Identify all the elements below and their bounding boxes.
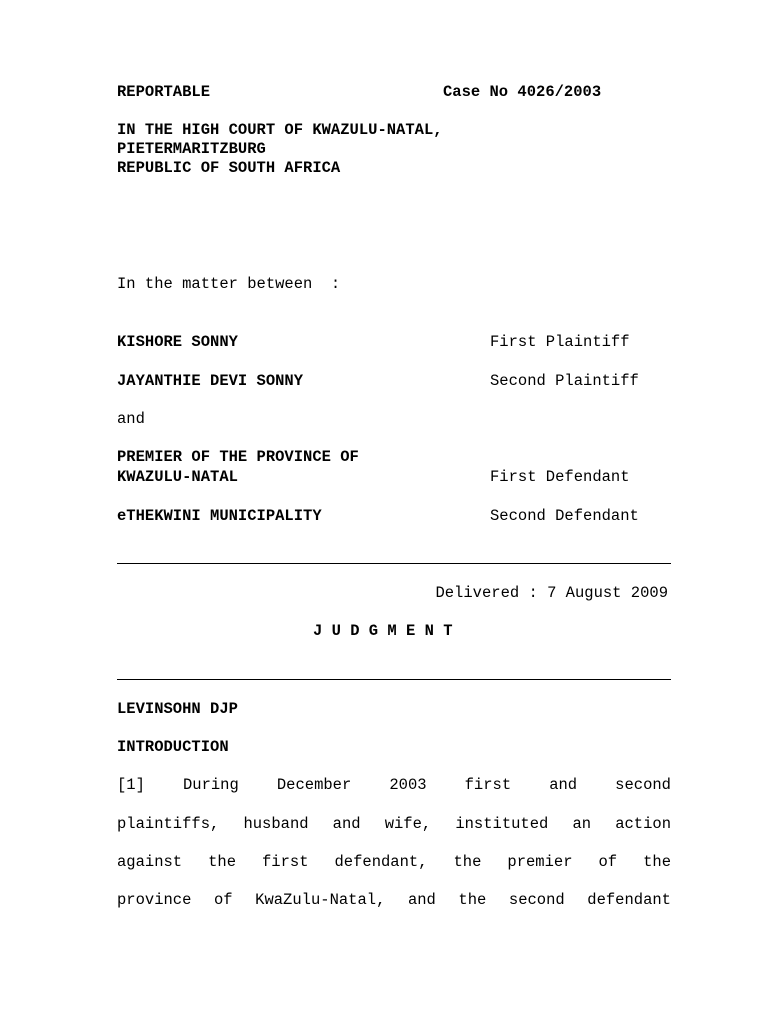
section-heading: INTRODUCTION: [117, 738, 229, 756]
body-line: plaintiffs, husband and wife, instituted an action: [117, 815, 671, 833]
body-line: province of KwaZulu-Natal, and the second defendant: [117, 891, 671, 909]
second-defendant-role: Second Defendant: [490, 507, 639, 525]
and-conjunction: and: [117, 410, 145, 428]
second-plaintiff-name: JAYANTHIE DEVI SONNY: [117, 372, 304, 390]
reportable-label: REPORTABLE: [117, 83, 211, 101]
first-defendant-name-line-1: PREMIER OF THE PROVINCE OF: [117, 448, 359, 466]
second-plaintiff-role: Second Plaintiff: [490, 372, 639, 390]
body-line: [1] During December 2003 first and second: [117, 776, 671, 794]
court-name-line-3: REPUBLIC OF SOUTH AFRICA: [117, 159, 341, 177]
body-line: against the first defendant, the premier of the: [117, 853, 671, 871]
delivered-date: Delivered : 7 August 2009: [435, 584, 668, 602]
court-name-line-1: IN THE HIGH COURT OF KWAZULU-NATAL,: [117, 121, 443, 139]
first-defendant-role: First Defendant: [490, 468, 630, 486]
judge-name: LEVINSOHN DJP: [117, 700, 238, 718]
case-number: Case No 4026/2003: [443, 83, 602, 101]
first-plaintiff-name: KISHORE SONNY: [117, 333, 238, 351]
court-name-line-2: PIETERMARITZBURG: [117, 140, 266, 158]
first-plaintiff-role: First Plaintiff: [490, 333, 630, 351]
first-defendant-name-line-2: KWAZULU-NATAL: [117, 468, 238, 486]
second-defendant-name: eTHEKWINI MUNICIPALITY: [117, 507, 322, 525]
judgment-title: J U D G M E N T: [313, 622, 453, 640]
matter-intro: In the matter between :: [117, 275, 341, 293]
divider-bottom: [117, 679, 671, 680]
divider-top: [117, 563, 671, 564]
